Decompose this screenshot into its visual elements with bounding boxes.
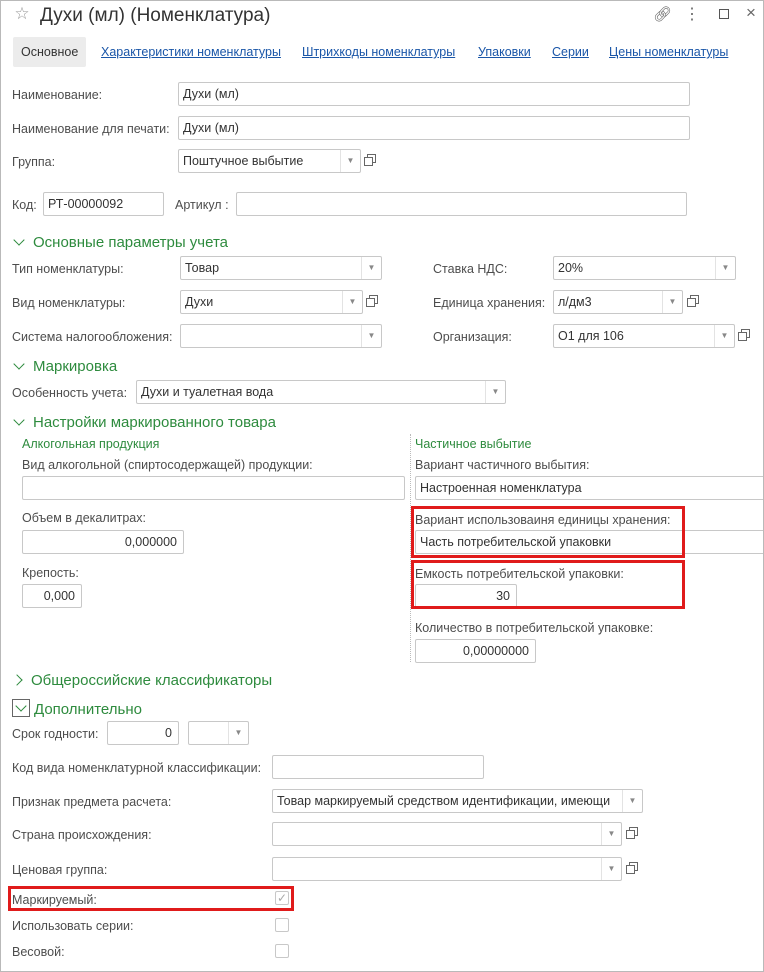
country-label: Страна происхождения: [12, 828, 152, 842]
name-field[interactable]: Духи (мл) [178, 82, 690, 106]
use-series-checkbox[interactable] [275, 918, 289, 932]
tax-field[interactable] [180, 324, 382, 348]
vat-field[interactable] [553, 256, 736, 280]
print-name-field[interactable]: Духи (мл) [178, 116, 690, 140]
chevron-down-icon[interactable]: ▼ [342, 291, 362, 313]
chevron-down-icon [13, 358, 24, 369]
group-field[interactable] [178, 149, 361, 173]
unit-label: Единица хранения: [433, 296, 546, 310]
subject-value: Товар маркируемый средством идентификации, имеющи [277, 794, 611, 808]
tab-characteristics[interactable]: Характеристики номенклатуры [101, 45, 281, 59]
chevron-down-icon [13, 414, 24, 425]
volume-label: Объем в декалитрах: [22, 511, 146, 525]
alcohol-kind-label: Вид алкогольной (спиртосодержащей) продукции: [22, 458, 313, 472]
chevron-down-icon [13, 234, 24, 245]
alcohol-kind-field[interactable] [22, 476, 405, 500]
type-field[interactable] [180, 256, 382, 280]
capacity-label: Емкость потребительской упаковки: [415, 567, 624, 581]
chevron-down-icon[interactable]: ▼ [622, 790, 642, 812]
unit-usage-label: Вариант использоваиня единицы хранения: [415, 513, 671, 527]
chevron-down-icon[interactable]: ▼ [340, 150, 360, 172]
group-label: Группа: [12, 155, 56, 169]
tab-packages[interactable]: Упаковки [478, 45, 531, 59]
link-icon[interactable]: 🔗︎ [653, 6, 673, 23]
close-icon[interactable]: × [746, 3, 756, 22]
subject-label: Признак предмета расчета: [12, 795, 172, 809]
chevron-down-icon [12, 699, 30, 717]
unit-field[interactable] [553, 290, 683, 314]
use-series-label: Использовать серии: [12, 919, 134, 933]
org-value: О1 для 106 [558, 329, 624, 343]
kind-field[interactable] [180, 290, 363, 314]
chevron-down-icon[interactable]: ▼ [714, 325, 734, 347]
marked-label: Маркируемый: [12, 893, 97, 907]
country-field[interactable] [272, 822, 622, 846]
classcode-label: Код вида номенклатурной классификации: [12, 761, 262, 775]
tab-prices[interactable]: Цены номенклатуры [609, 45, 729, 59]
open-org-icon[interactable] [736, 325, 754, 347]
highlight-frame-capacity [411, 560, 685, 609]
open-country-icon[interactable] [624, 823, 642, 845]
qty-field[interactable]: 0,00000000 [415, 639, 536, 663]
chevron-right-icon [11, 674, 22, 685]
alcohol-subtitle: Алкогольная продукция [22, 437, 160, 451]
section-marking[interactable]: Маркировка [12, 358, 117, 375]
price-group-label: Ценовая группа: [12, 863, 108, 877]
shelf-label: Срок годности: [12, 727, 99, 741]
maximize-icon[interactable] [716, 7, 732, 25]
org-field[interactable] [553, 324, 735, 348]
strength-field[interactable]: 0,000 [22, 584, 82, 608]
strength-label: Крепость: [22, 566, 79, 580]
section-basic-params[interactable]: Основные параметры учета [12, 234, 228, 251]
tab-barcodes[interactable]: Штрихкоды номенклатуры [302, 45, 456, 59]
feature-value: Духи и туалетная вода [141, 385, 274, 399]
shelf-field[interactable]: 0 [107, 721, 179, 745]
more-menu-icon[interactable]: ⋮ [684, 6, 700, 23]
chevron-down-icon[interactable]: ▼ [662, 291, 682, 313]
chevron-down-icon[interactable]: ▼ [361, 325, 381, 347]
weight-label: Весовой: [12, 945, 65, 959]
section-marked-settings[interactable]: Настройки маркированного товара [12, 414, 276, 431]
vat-label: Ставка НДС: [433, 262, 508, 276]
article-label: Артикул : [175, 198, 229, 212]
type-label: Тип номенклатуры: [12, 262, 124, 276]
vat-value: 20% [558, 261, 584, 275]
tab-series[interactable]: Серии [552, 45, 589, 59]
price-group-field[interactable] [272, 857, 622, 881]
feature-label: Особенность учета: [12, 386, 128, 400]
volume-field[interactable]: 0,000000 [22, 530, 184, 554]
checkmark-icon: ✓ [276, 891, 288, 905]
subject-field[interactable] [272, 789, 643, 813]
tax-label: Система налогообложения: [12, 330, 173, 344]
open-kind-icon[interactable] [364, 291, 382, 313]
classcode-field[interactable] [272, 755, 484, 779]
tab-main[interactable]: Основное [13, 37, 86, 67]
unit-value: л/дм3 [558, 295, 592, 309]
section-additional[interactable]: Дополнительно [12, 699, 142, 718]
print-name-label: Наименование для печати: [12, 122, 170, 136]
open-price-group-icon[interactable] [624, 858, 642, 880]
window-title: Духи (мл) (Номенклатура) [40, 5, 271, 26]
code-field[interactable]: РТ-00000092 [43, 192, 164, 216]
highlight-frame-marked [8, 886, 294, 911]
code-label: Код: [12, 198, 37, 212]
feature-field[interactable] [136, 380, 506, 404]
favorite-star-icon[interactable]: ☆ [14, 4, 30, 23]
chevron-down-icon[interactable]: ▼ [601, 858, 621, 880]
partial-subtitle: Частичное выбытие [415, 437, 532, 451]
open-group-icon[interactable] [362, 150, 380, 172]
open-unit-icon[interactable] [685, 291, 703, 313]
partial-variant-label: Вариант частичного выбытия: [415, 458, 590, 472]
group-value: Поштучное выбытие [183, 154, 304, 168]
unit-usage-field[interactable]: Часть потребительской упаковки [415, 530, 764, 554]
qty-label: Количество в потребительской упаковке: [415, 621, 654, 635]
name-label: Наименование: [12, 88, 103, 102]
chevron-down-icon[interactable]: ▼ [601, 823, 621, 845]
chevron-down-icon[interactable]: ▼ [228, 722, 248, 744]
kind-label: Вид номенклатуры: [12, 296, 126, 310]
partial-variant-field[interactable]: Настроенная номенклатура [415, 476, 764, 500]
section-classifiers[interactable]: Общероссийские классификаторы [12, 672, 272, 689]
chevron-down-icon[interactable]: ▼ [361, 257, 381, 279]
org-label: Организация: [433, 330, 512, 344]
chevron-down-icon[interactable]: ▼ [715, 257, 735, 279]
weight-checkbox[interactable] [275, 944, 289, 958]
chevron-down-icon[interactable]: ▼ [485, 381, 505, 403]
kind-value: Духи [185, 295, 214, 309]
shelf-unit-field[interactable] [188, 721, 249, 745]
capacity-field[interactable]: 30 [415, 584, 517, 608]
type-value: Товар [185, 261, 220, 275]
article-field[interactable] [236, 192, 687, 216]
highlight-frame-unit-usage [411, 506, 685, 558]
